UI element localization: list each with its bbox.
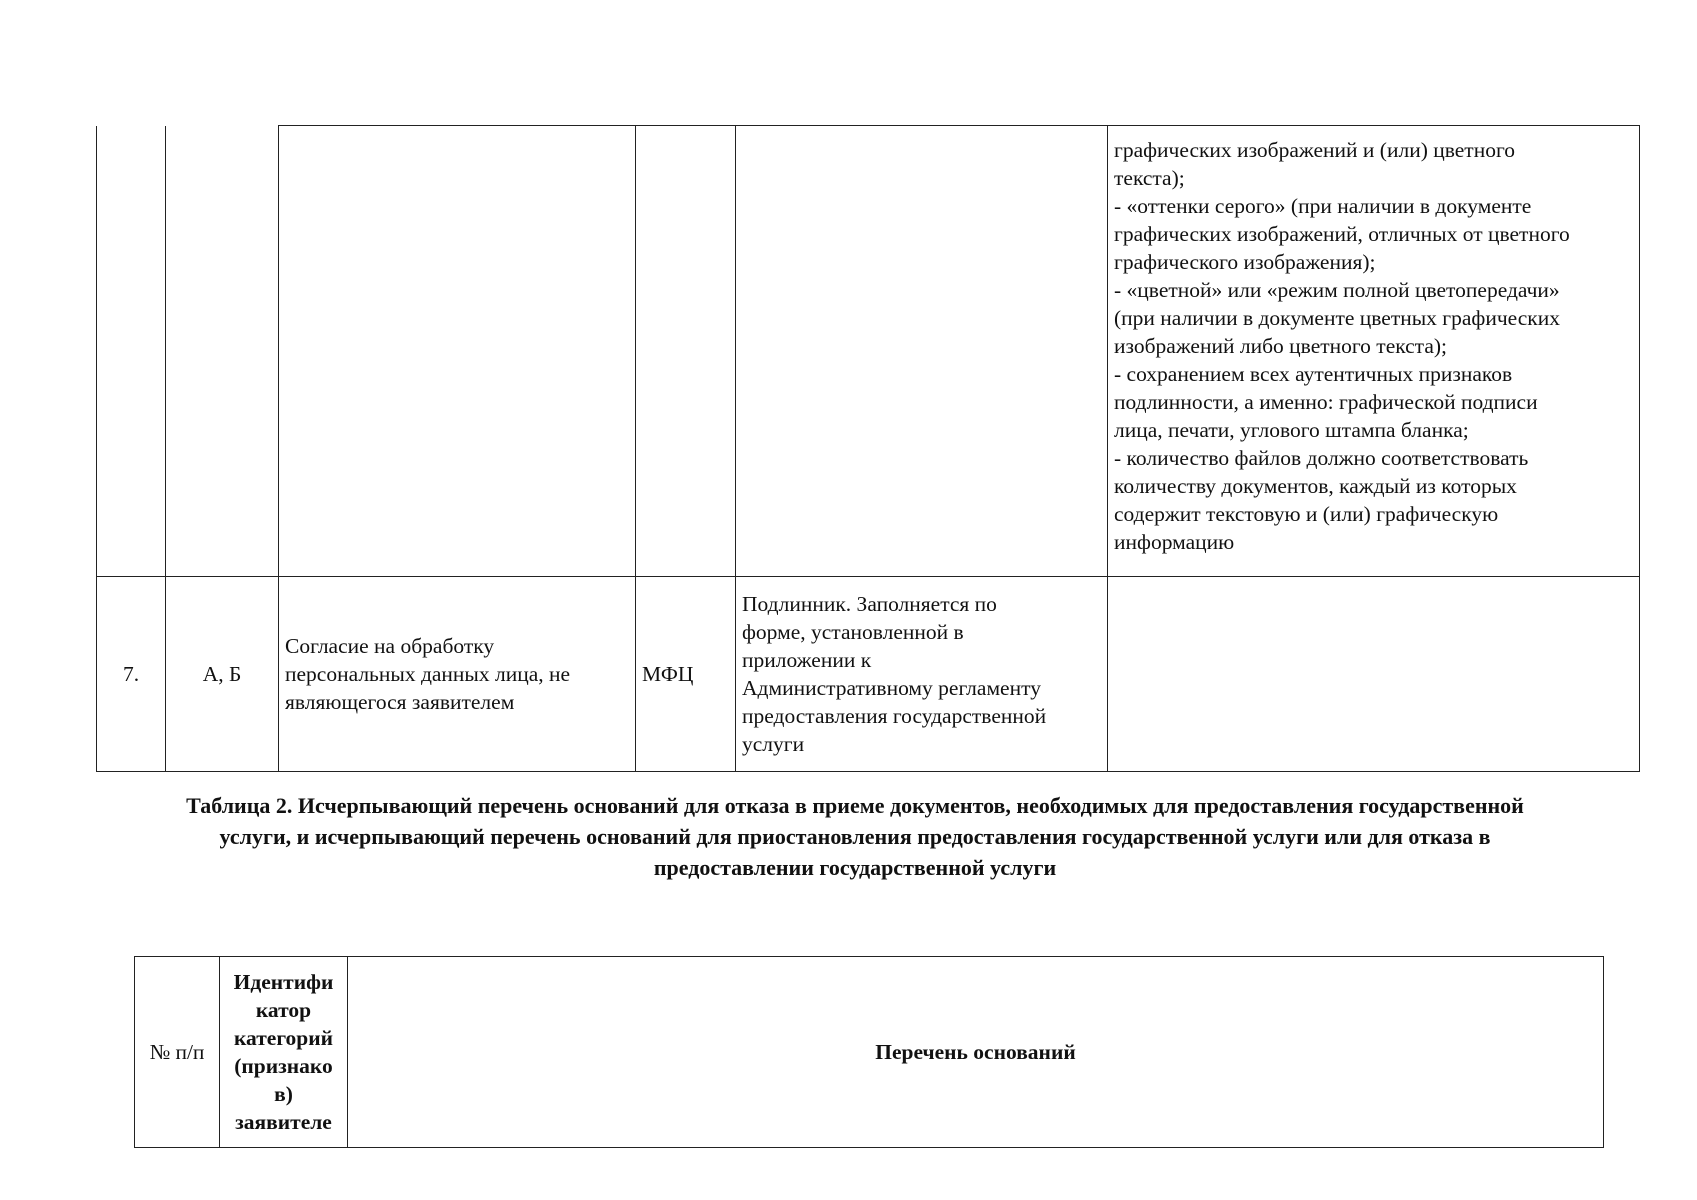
form-line: Административному регламенту (742, 676, 1041, 700)
requirements-line: информацию (1114, 530, 1235, 554)
source-cell: МФЦ (636, 577, 736, 772)
row-number-cell: 7. (97, 577, 166, 772)
header-category-line: в) (274, 1082, 293, 1106)
row-number-cell (97, 126, 166, 577)
requirements-line: подлинности, а именно: графической подписи (1114, 390, 1538, 414)
header-grounds: Перечень оснований (348, 957, 1604, 1148)
table-row (97, 126, 1640, 577)
caption-line: предоставлении государственной услуги (653, 855, 1057, 880)
caption-line: Таблица 2. Исчерпывающий перечень оснований для отказа в приеме документов, необходимых для предоставления государственной (186, 793, 1524, 818)
header-category-line: Идентифи (233, 970, 334, 994)
grounds-table (134, 956, 1604, 1148)
table2-caption (120, 790, 1590, 883)
category-cell (166, 126, 279, 577)
form-cell (736, 577, 1108, 772)
document-name-line: являющегося заявителем (285, 690, 515, 714)
table-header-row (135, 957, 1604, 1148)
requirements-line: (при наличии в документе цветных графических (1114, 306, 1560, 330)
document-name-cell (279, 126, 636, 577)
requirements-line: - «оттенки серого» (при наличии в документе (1114, 194, 1532, 218)
requirements-line: - количество файлов должно соответствовать (1114, 446, 1529, 470)
table-row (97, 577, 1640, 772)
source-cell (636, 126, 736, 577)
requirements-line: - «цветной» или «режим полной цветопередачи» (1114, 278, 1560, 302)
requirements-line: графических изображений, отличных от цветного (1114, 222, 1570, 246)
requirements-line: графического изображения); (1114, 250, 1376, 274)
requirements-line: текста); (1114, 166, 1185, 190)
header-category-line: катор (255, 998, 312, 1022)
caption-line: услуги, и исчерпывающий перечень оснований для приостановления предоставления государственной услуги или для отказа в (219, 824, 1491, 849)
form-line: предоставления государственной (742, 704, 1047, 728)
requirements-line: графических изображений и (или) цветного (1114, 138, 1515, 162)
requirements-cell (1108, 577, 1640, 772)
document-name-line: Согласие на обработку (285, 634, 495, 658)
form-line: приложении к (742, 648, 872, 672)
header-category-line: (признако (234, 1054, 333, 1078)
requirements-line: - сохранением всех аутентичных признаков (1114, 362, 1513, 386)
form-line: услуги (742, 732, 805, 756)
header-category-line: заявителе (235, 1110, 332, 1134)
document-name-line: персональных данных лица, не (285, 662, 571, 686)
requirements-line: лица, печати, углового штампа бланка; (1114, 418, 1469, 442)
form-cell (736, 126, 1108, 577)
documents-table (96, 125, 1640, 772)
requirements-line: количеству документов, каждый из которых (1114, 474, 1517, 498)
form-line: Подлинник. Заполняется по (742, 592, 997, 616)
requirements-line: содержит текстовую и (или) графическую (1114, 502, 1499, 526)
header-category-line: категорий (233, 1026, 334, 1050)
requirements-cell (1108, 126, 1640, 577)
document-name-cell (279, 577, 636, 772)
header-number: № п/п (135, 957, 220, 1148)
category-cell: А, Б (166, 577, 279, 772)
form-line: форме, установленной в (742, 620, 964, 644)
requirements-line: изображений либо цветного текста); (1114, 334, 1448, 358)
header-category-id (220, 957, 348, 1148)
